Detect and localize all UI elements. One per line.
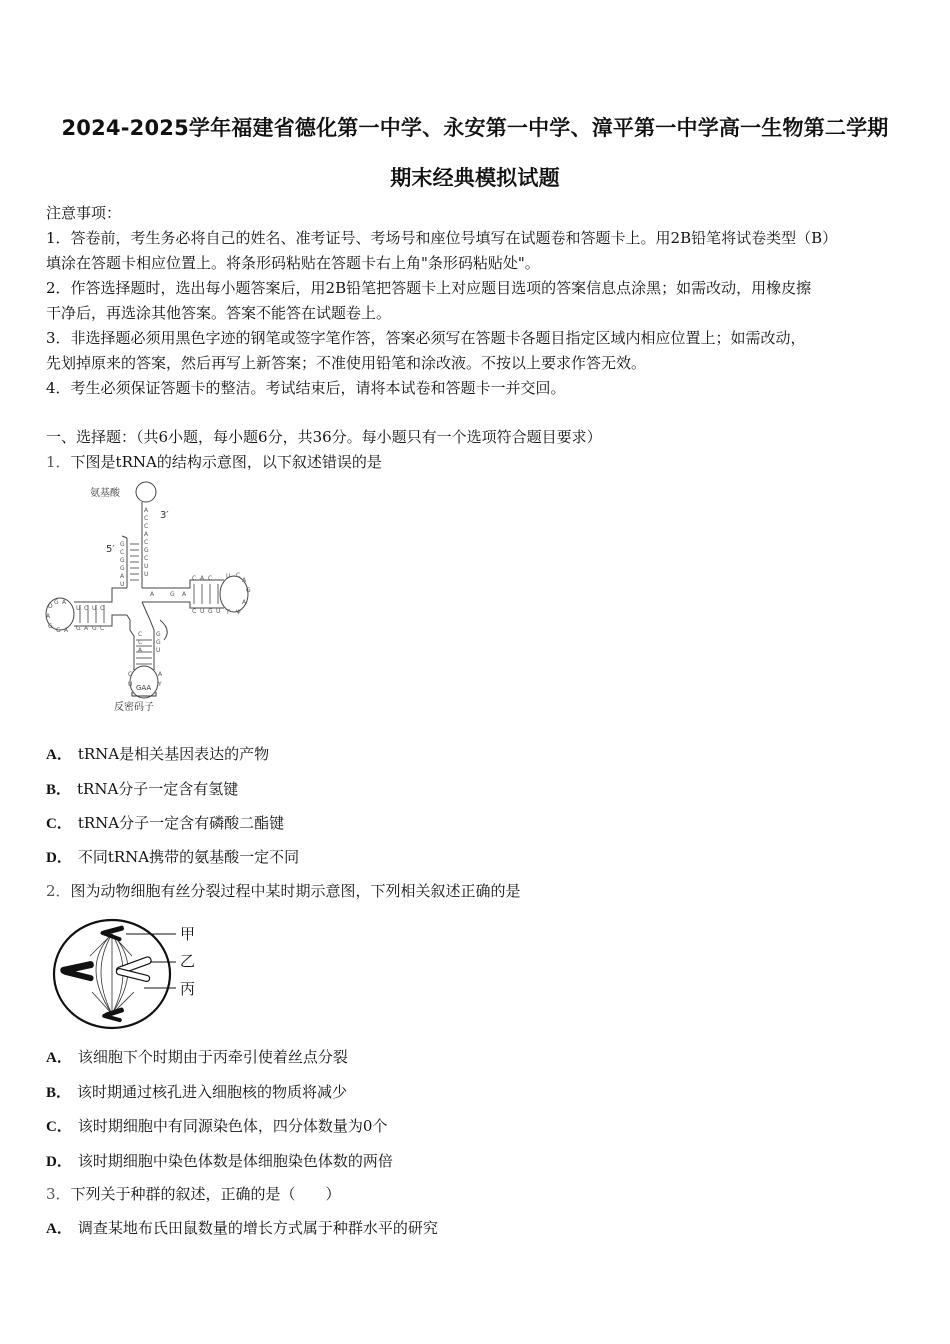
svg-text:G: G — [54, 599, 59, 606]
page-title-line2: 期末经典模拟试题 — [390, 166, 560, 190]
question-number: 3． — [46, 1185, 71, 1203]
svg-text:G: G — [156, 639, 161, 646]
svg-text:A: A — [242, 599, 247, 606]
option-letter: C． — [46, 1119, 72, 1135]
option-letter: D． — [46, 1154, 72, 1170]
svg-text:A: A — [46, 613, 51, 620]
notice-line: 2．作答选择题时，选出每小题答案后，用2B铅笔把答题卡上对应题目选项的答案信息点涂黑；如需改动，用橡皮擦 — [46, 279, 812, 297]
option-text: tRNA分子一定含有磷酸二酯键 — [77, 814, 285, 832]
svg-text:U: U — [200, 608, 205, 615]
svg-text:G: G — [208, 608, 213, 615]
svg-text:U: U — [156, 647, 161, 654]
question-text: 下列关于种群的叙述，正确的是（ ） — [70, 1185, 341, 1203]
option-letter: B． — [46, 1085, 72, 1101]
svg-text:A: A — [144, 531, 149, 538]
three-prime-label: 3′ — [160, 510, 169, 521]
svg-text:C: C — [144, 539, 149, 546]
svg-text:G: G — [170, 591, 175, 598]
anticodon-label: 反密码子 — [114, 702, 154, 713]
svg-text:U: U — [216, 608, 221, 615]
svg-text:U: U — [76, 605, 81, 612]
svg-text:A: A — [242, 577, 247, 584]
svg-text:C: C — [100, 625, 105, 632]
svg-text:T: T — [226, 609, 230, 616]
label-bing: 丙 — [180, 980, 196, 998]
anticodon-sequence: GAA — [136, 684, 152, 692]
option-text: 该时期细胞中有同源染色体，四分体数量为0个 — [77, 1117, 388, 1135]
label-yi: 乙 — [180, 952, 196, 970]
option-letter: B． — [46, 782, 72, 798]
svg-text:G: G — [120, 541, 125, 548]
svg-text:C: C — [144, 523, 149, 530]
option-letter: D． — [46, 850, 72, 866]
question-1-stem — [46, 452, 908, 472]
question-2-stem — [46, 881, 908, 901]
svg-text:G: G — [120, 557, 125, 564]
svg-text:A: A — [138, 647, 143, 654]
svg-text:A: A — [84, 625, 89, 632]
cell-mitosis-figure — [50, 916, 210, 1034]
notice-line: 4．考生必须保证答题卡的整洁。考试结束后，请将本试卷和答题卡一并交回。 — [46, 379, 566, 397]
question-number: 2． — [46, 882, 71, 900]
svg-text:C: C — [138, 631, 143, 638]
svg-text:C: C — [100, 605, 105, 612]
question-2-option-d[interactable] — [46, 1151, 393, 1172]
option-text: 该时期通过核孔进入细胞核的物质将减少 — [77, 1083, 348, 1101]
svg-text:A: A — [64, 627, 69, 634]
svg-text:C: C — [192, 608, 197, 615]
svg-text:C: C — [208, 575, 213, 582]
option-letter: A． — [46, 1221, 72, 1237]
svg-text:C: C — [144, 555, 149, 562]
svg-text:C: C — [144, 515, 149, 522]
svg-text:C: C — [120, 549, 125, 556]
option-letter: A． — [46, 1050, 72, 1066]
svg-text:U: U — [128, 681, 133, 688]
svg-text:G: G — [48, 623, 53, 630]
svg-text:G: G — [120, 565, 125, 572]
option-text: 调查某地布氏田鼠数量的增长方式属于种群水平的研究 — [77, 1219, 438, 1237]
svg-text:U: U — [92, 605, 97, 612]
svg-text:G: G — [246, 587, 251, 594]
svg-text:A: A — [120, 573, 125, 580]
svg-text:U: U — [120, 581, 125, 588]
question-text: 图为动物细胞有丝分裂过程中某时期示意图，下列相关叙述正确的是 — [70, 882, 521, 900]
notice-heading: 注意事项： — [46, 204, 122, 222]
svg-text:A: A — [150, 591, 155, 598]
notice-line: 1．答卷前，考生务必将自己的姓名、准考证号、考场号和座位号填写在试题卷和答题卡上。用2B铅笔将试卷类型（B） — [46, 229, 838, 247]
svg-text:G: G — [92, 625, 97, 632]
question-3-stem — [46, 1184, 908, 1204]
option-text: tRNA是相关基因表达的产物 — [77, 745, 270, 763]
svg-text:A: A — [62, 599, 67, 606]
svg-text:D: D — [48, 603, 53, 610]
option-text: 不同tRNA携带的氨基酸一定不同 — [77, 848, 300, 866]
svg-text:A: A — [200, 575, 205, 582]
trna-structure-figure — [42, 480, 252, 716]
svg-text:G: G — [76, 625, 81, 632]
svg-text:G: G — [56, 627, 61, 634]
svg-text:Y: Y — [158, 681, 162, 688]
label-jia: 甲 — [180, 925, 196, 943]
question-text: 下图是tRNA的结构示意图，以下叙述错误的是 — [70, 453, 382, 471]
svg-text:U: U — [144, 571, 149, 578]
svg-text:A: A — [182, 591, 187, 598]
svg-text:A: A — [144, 507, 149, 514]
question-1-option-a[interactable] — [46, 744, 269, 765]
notice-line: 干净后，再选涂其他答案。答案不能答在试题卷上。 — [46, 304, 392, 322]
five-prime-label: 5′ — [106, 544, 115, 555]
question-2-option-c[interactable] — [46, 1116, 387, 1137]
option-text: tRNA分子一定含有氢键 — [77, 780, 239, 798]
svg-text:G: G — [156, 631, 161, 638]
svg-text:G: G — [144, 547, 149, 554]
amino-acid-label: 氨基酸 — [90, 488, 120, 499]
svg-text:U: U — [226, 573, 231, 580]
svg-text:C: C — [138, 639, 143, 646]
question-1-option-c[interactable] — [46, 813, 284, 834]
option-text: 该细胞下个时期由于丙牵引使着丝点分裂 — [77, 1048, 348, 1066]
option-letter: A． — [46, 747, 72, 763]
question-1-option-b[interactable] — [46, 779, 238, 800]
question-2-option-b[interactable] — [46, 1082, 347, 1103]
notice-line: 先划掉原来的答案，然后再写上新答案；不准使用铅笔和涂改液。不按以上要求作答无效。 — [46, 354, 647, 372]
page-title-line1: 2024-2025学年福建省德化第一中学、永安第一中学、漳平第一中学高一生物第二学期 — [61, 116, 889, 140]
question-2-option-a[interactable] — [46, 1047, 348, 1068]
section-heading: 一、选择题：（共6小题，每小题6分，共36分。每小题只有一个选项符合题目要求） — [46, 428, 602, 446]
svg-text:A: A — [158, 671, 163, 678]
svg-text:C: C — [236, 572, 241, 579]
option-text: 该时期细胞中染色体数是体细胞染色体数的两倍 — [77, 1152, 393, 1170]
option-letter: C． — [46, 816, 72, 832]
notice-line: 3．非选择题必须用黑色字迹的钢笔或签字笔作答，答案必须写在答题卡各题目指定区域内相应位置上；如需改动， — [46, 329, 806, 347]
svg-text:U: U — [144, 563, 149, 570]
svg-text:C: C — [84, 605, 89, 612]
question-3-option-a[interactable] — [46, 1218, 438, 1239]
question-number: 1． — [46, 453, 71, 471]
question-1-option-d[interactable] — [46, 847, 299, 868]
svg-text:C: C — [128, 671, 133, 678]
notice-line: 填涂在答题卡相应位置上。将条形码粘贴在答题卡右上角"条形码粘贴处"。 — [46, 254, 540, 272]
svg-text:C: C — [192, 575, 197, 582]
svg-text:Ψ: Ψ — [236, 609, 241, 616]
amino-acid-circle — [136, 482, 156, 502]
